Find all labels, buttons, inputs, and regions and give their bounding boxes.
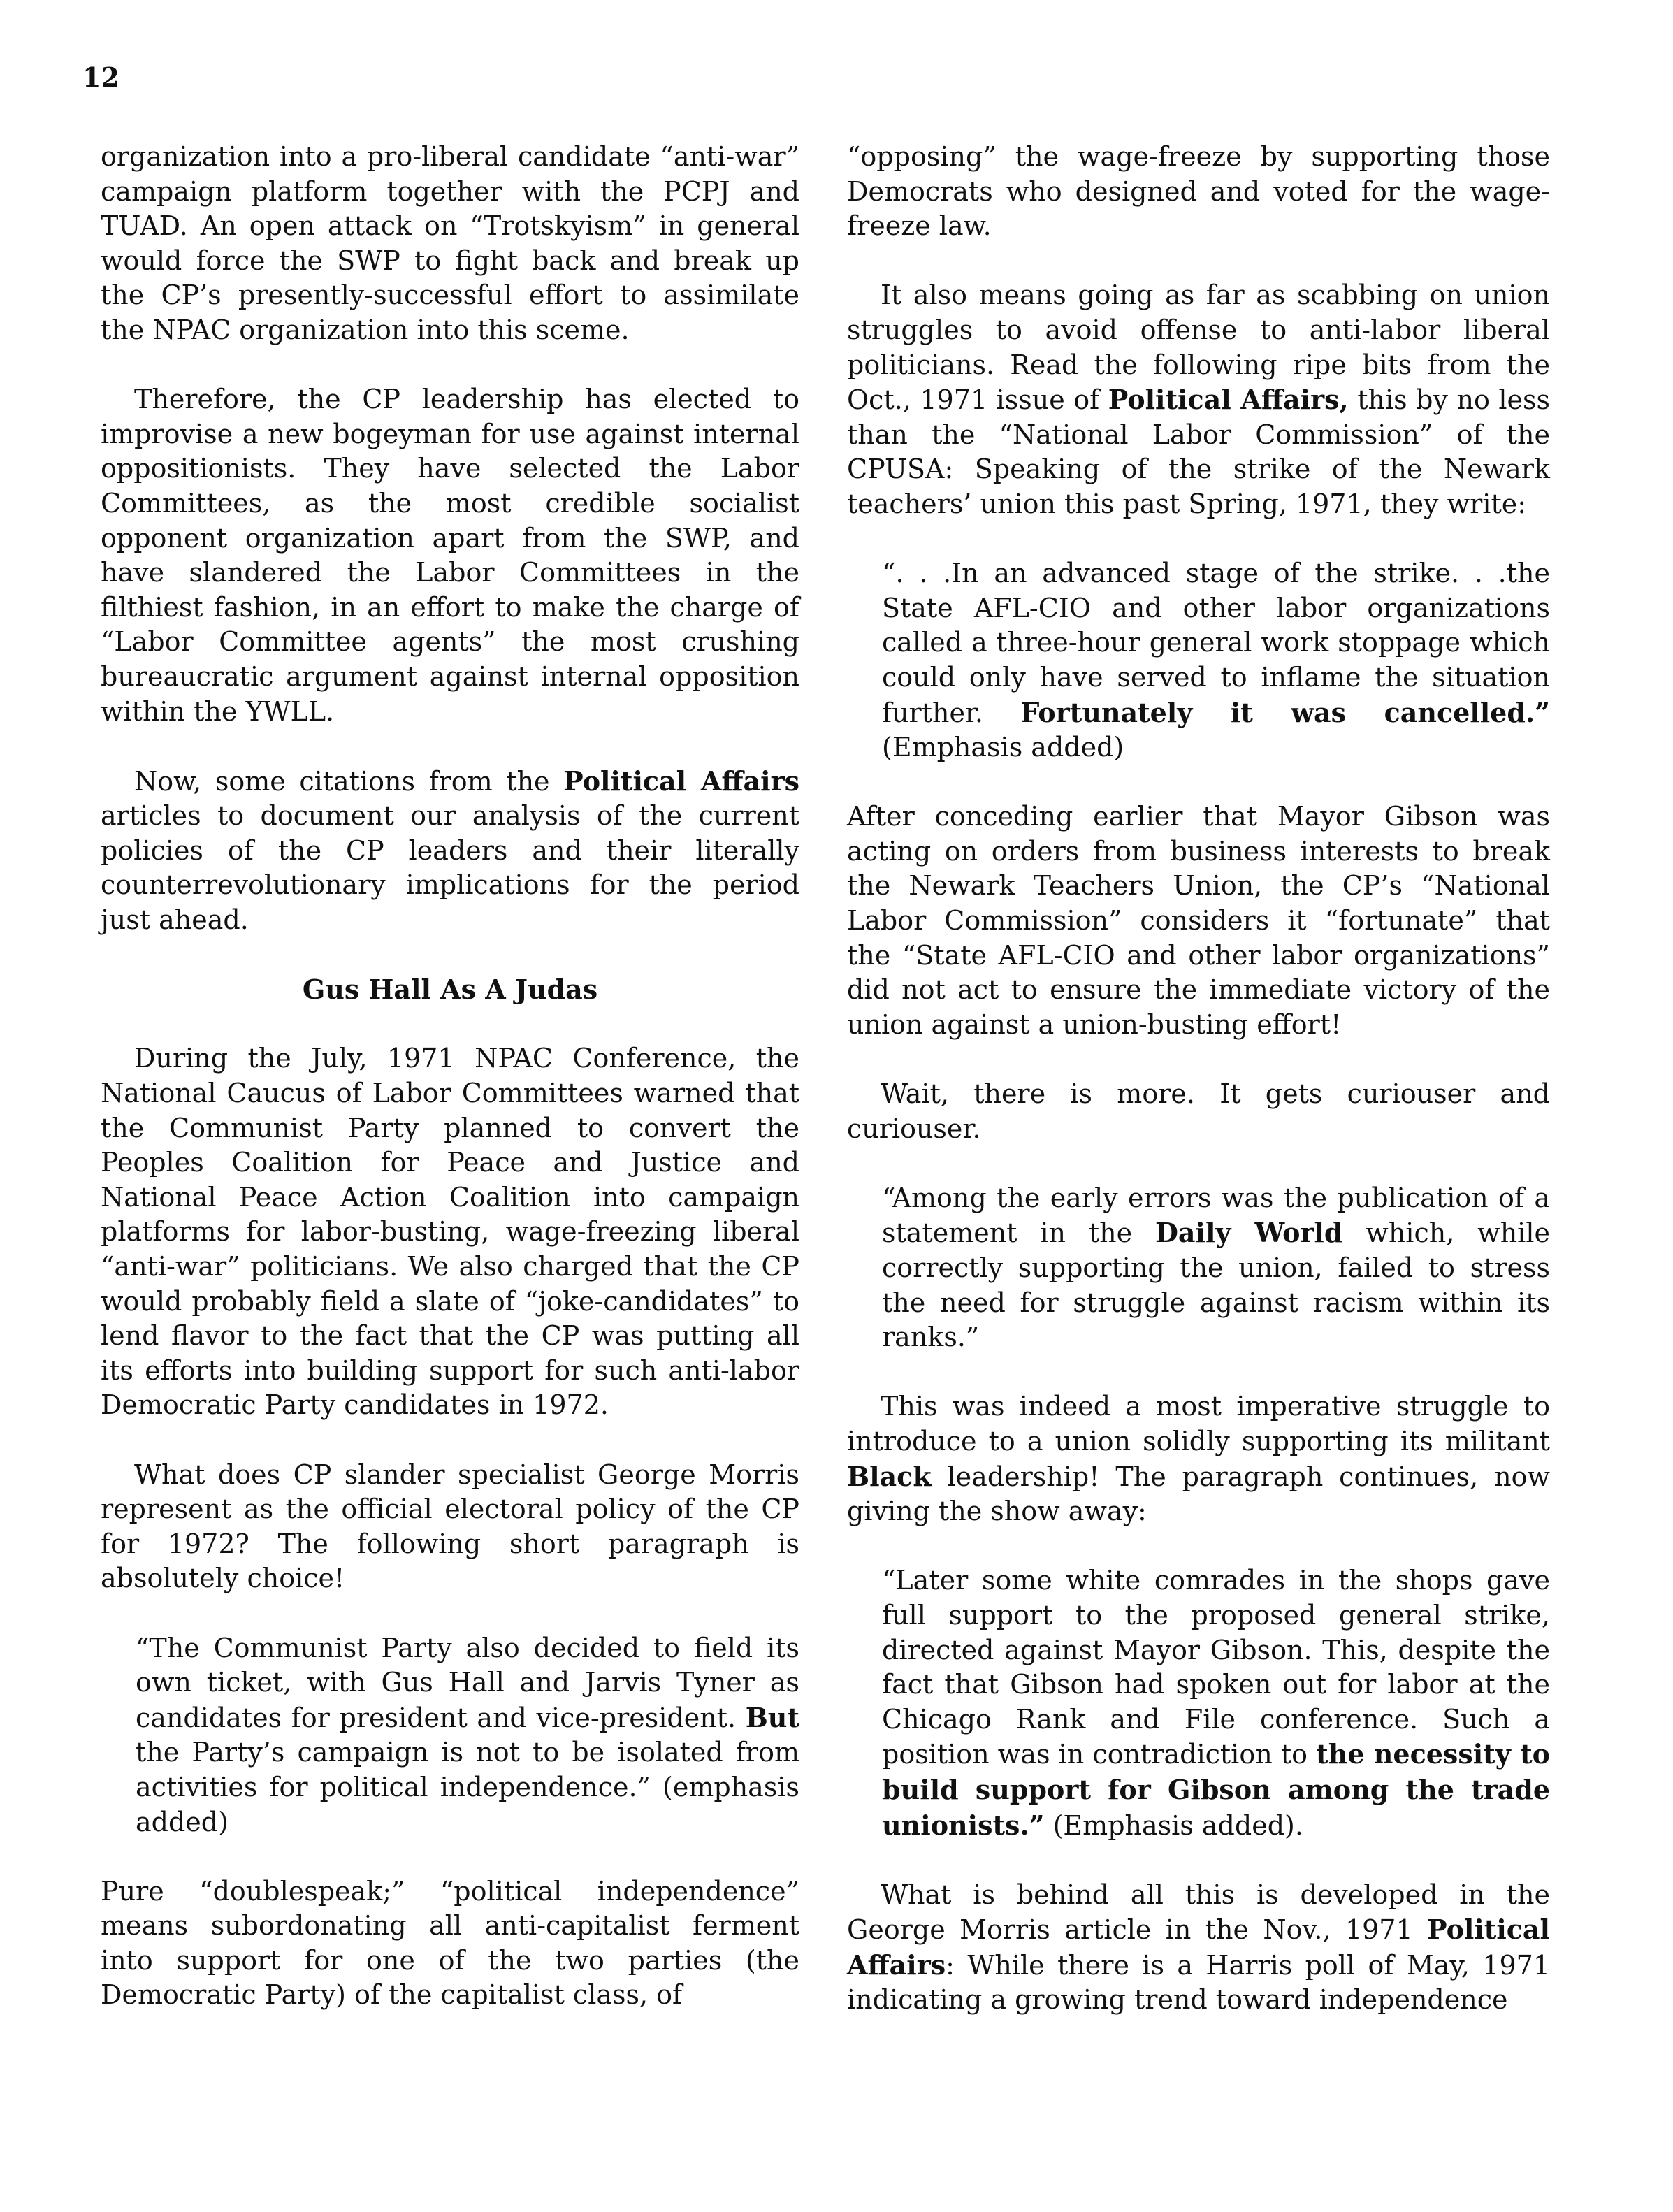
- publication-title: Political Affairs: [847, 1914, 1550, 1981]
- block-quote: [882, 1181, 1550, 1355]
- text-run: articles to document our analysis of the current policies of the CP leaders and their literally counterrevolutionary implications for the period just ahead.: [101, 800, 799, 936]
- publication-title: Political Affairs,: [1108, 384, 1349, 416]
- emphasis: Fortunately it was cancelled.”: [1020, 696, 1550, 728]
- text-run: : While there is a Harris poll of May, 1971 indicating a growing trend toward independence: [847, 1949, 1550, 2016]
- text-run: “The Communist Party also decided to field its own ticket, with Gus Hall and Jarvis Tyner as candidates for president and vice-president.: [136, 1632, 799, 1733]
- text-run: “Later some white comrades in the shops gave full support to the proposed general strike, directed against Mayor Gibson. This, despite the fact that Gibson had spoken out for labor at the Chicago Rank and File conference. Such a position was in contradiction to: [882, 1565, 1550, 1770]
- text-run: It also means going as far as scabbing on union struggles to avoid offense to anti-labor liberal politicians. Read the following ripe bits from the Oct., 1971 issue of: [847, 280, 1550, 416]
- text-run: Now, some citations from the: [134, 765, 564, 797]
- paragraph: [101, 764, 799, 938]
- right-column: [847, 140, 1550, 2018]
- text-run: which, while correctly supporting the union, failed to stress the need for struggle against racism within its ranks.”: [882, 1217, 1550, 1353]
- emphasis: But: [745, 1701, 799, 1733]
- left-column: [101, 140, 799, 2013]
- paragraph: What does CP slander specialist George Morris represent as the official electoral policy of the CP for 1972? The following short paragraph is absolutely choice!: [101, 1459, 799, 1594]
- text-run: this by no less than the “National Labor Commission” of the CPUSA: Speaking of the strike of the Newark teachers’ union this past Spring, 1971, they write:: [847, 384, 1550, 519]
- text-run: the Party’s campaign is not to be isolated from activities for political independence.” (emphasis added): [136, 1737, 799, 1837]
- block-quote: [882, 556, 1550, 765]
- page-number: 12: [82, 62, 120, 93]
- paragraph: [847, 1389, 1550, 1528]
- block-quote: [882, 1563, 1550, 1843]
- publication-title: Political Affairs: [563, 765, 799, 797]
- paragraph: [847, 1878, 1550, 2018]
- text-run: What is behind all this is developed in the George Morris article in the Nov., 1971: [847, 1879, 1550, 1946]
- text-run: leadership! The paragraph continues, now giving the show away:: [847, 1461, 1550, 1527]
- text-run: This was indeed a most imperative struggle to introduce to a union solidly supporting its militant: [847, 1391, 1550, 1456]
- paragraph: organization into a pro-liberal candidate “anti-war” campaign platform together with the PCPJ and TUAD. An open attack on “Trotskyism” in general would force the SWP to fight back and break up the CP’s presently-successful effort to assimilate the NPAC organization into this sceme.: [101, 141, 799, 345]
- section-heading: Gus Hall As A Judas: [302, 974, 598, 1006]
- emphasis: the necessity to build support for Gibson among the trade unionists.”: [882, 1738, 1550, 1841]
- text-run: “Among the early errors was the publication of a statement in the: [882, 1182, 1550, 1249]
- text-run: (Emphasis added).: [1044, 1809, 1303, 1841]
- text-run: “. . .In an advanced stage of the strike. . .the State AFL-CIO and other labor organizations called a three-hour general work stoppage which could only have served to inflame the situation further.: [882, 558, 1550, 728]
- paragraph: After conceding earlier that Mayor Gibson was acting on orders from business interests to break the Newark Teachers Union, the CP’s “National Labor Commission” considers it “fortunate” that the “State AFL-CIO and other labor organizations” did not act to ensure the immediate victory of the union against a union-busting effort!: [847, 801, 1550, 1040]
- paragraph: During the July, 1971 NPAC Conference, the National Caucus of Labor Committees warned that the Communist Party planned to convert the Peoples Coalition for Peace and Justice and National Peace Action Coalition into campaign platforms for labor-busting, wage-freezing liberal “anti-war” politicians. We also charged that the CP would probably field a slate of “joke-candidates” to lend flavor to the fact that the CP was putting all its efforts into building support for such anti-labor Democratic Party candidates in 1972.: [101, 1043, 799, 1421]
- paragraph: Wait, there is more. It gets curiouser and curiouser.: [847, 1078, 1550, 1144]
- publication-title: Daily World: [1154, 1217, 1343, 1249]
- text-run: (Emphasis added): [882, 732, 1124, 763]
- paragraph: [847, 278, 1550, 521]
- paragraph: “opposing” the wage-freeze by supporting those Democrats who designed and voted for the wage-freeze law.: [847, 141, 1550, 242]
- paragraph: Therefore, the CP leadership has elected to improvise a new bogeyman for use against internal oppositionists. They have selected the Labor Committees, as the most credible socialist opponent organization apart from the SWP, and have slandered the Labor Committees in the filthiest fashion, in an effort to make the charge of “Labor Committee agents” the most crushing bureaucratic argument against internal opposition within the YWLL.: [101, 384, 799, 727]
- block-quote: [136, 1631, 799, 1840]
- emphasis: Black: [847, 1460, 932, 1492]
- paragraph: Pure “doublespeak;” “political independence” means subordonating all anti-capitalist ferment into support for one of the two parties (the Democratic Party) of the capitalist class, of: [101, 1875, 799, 2011]
